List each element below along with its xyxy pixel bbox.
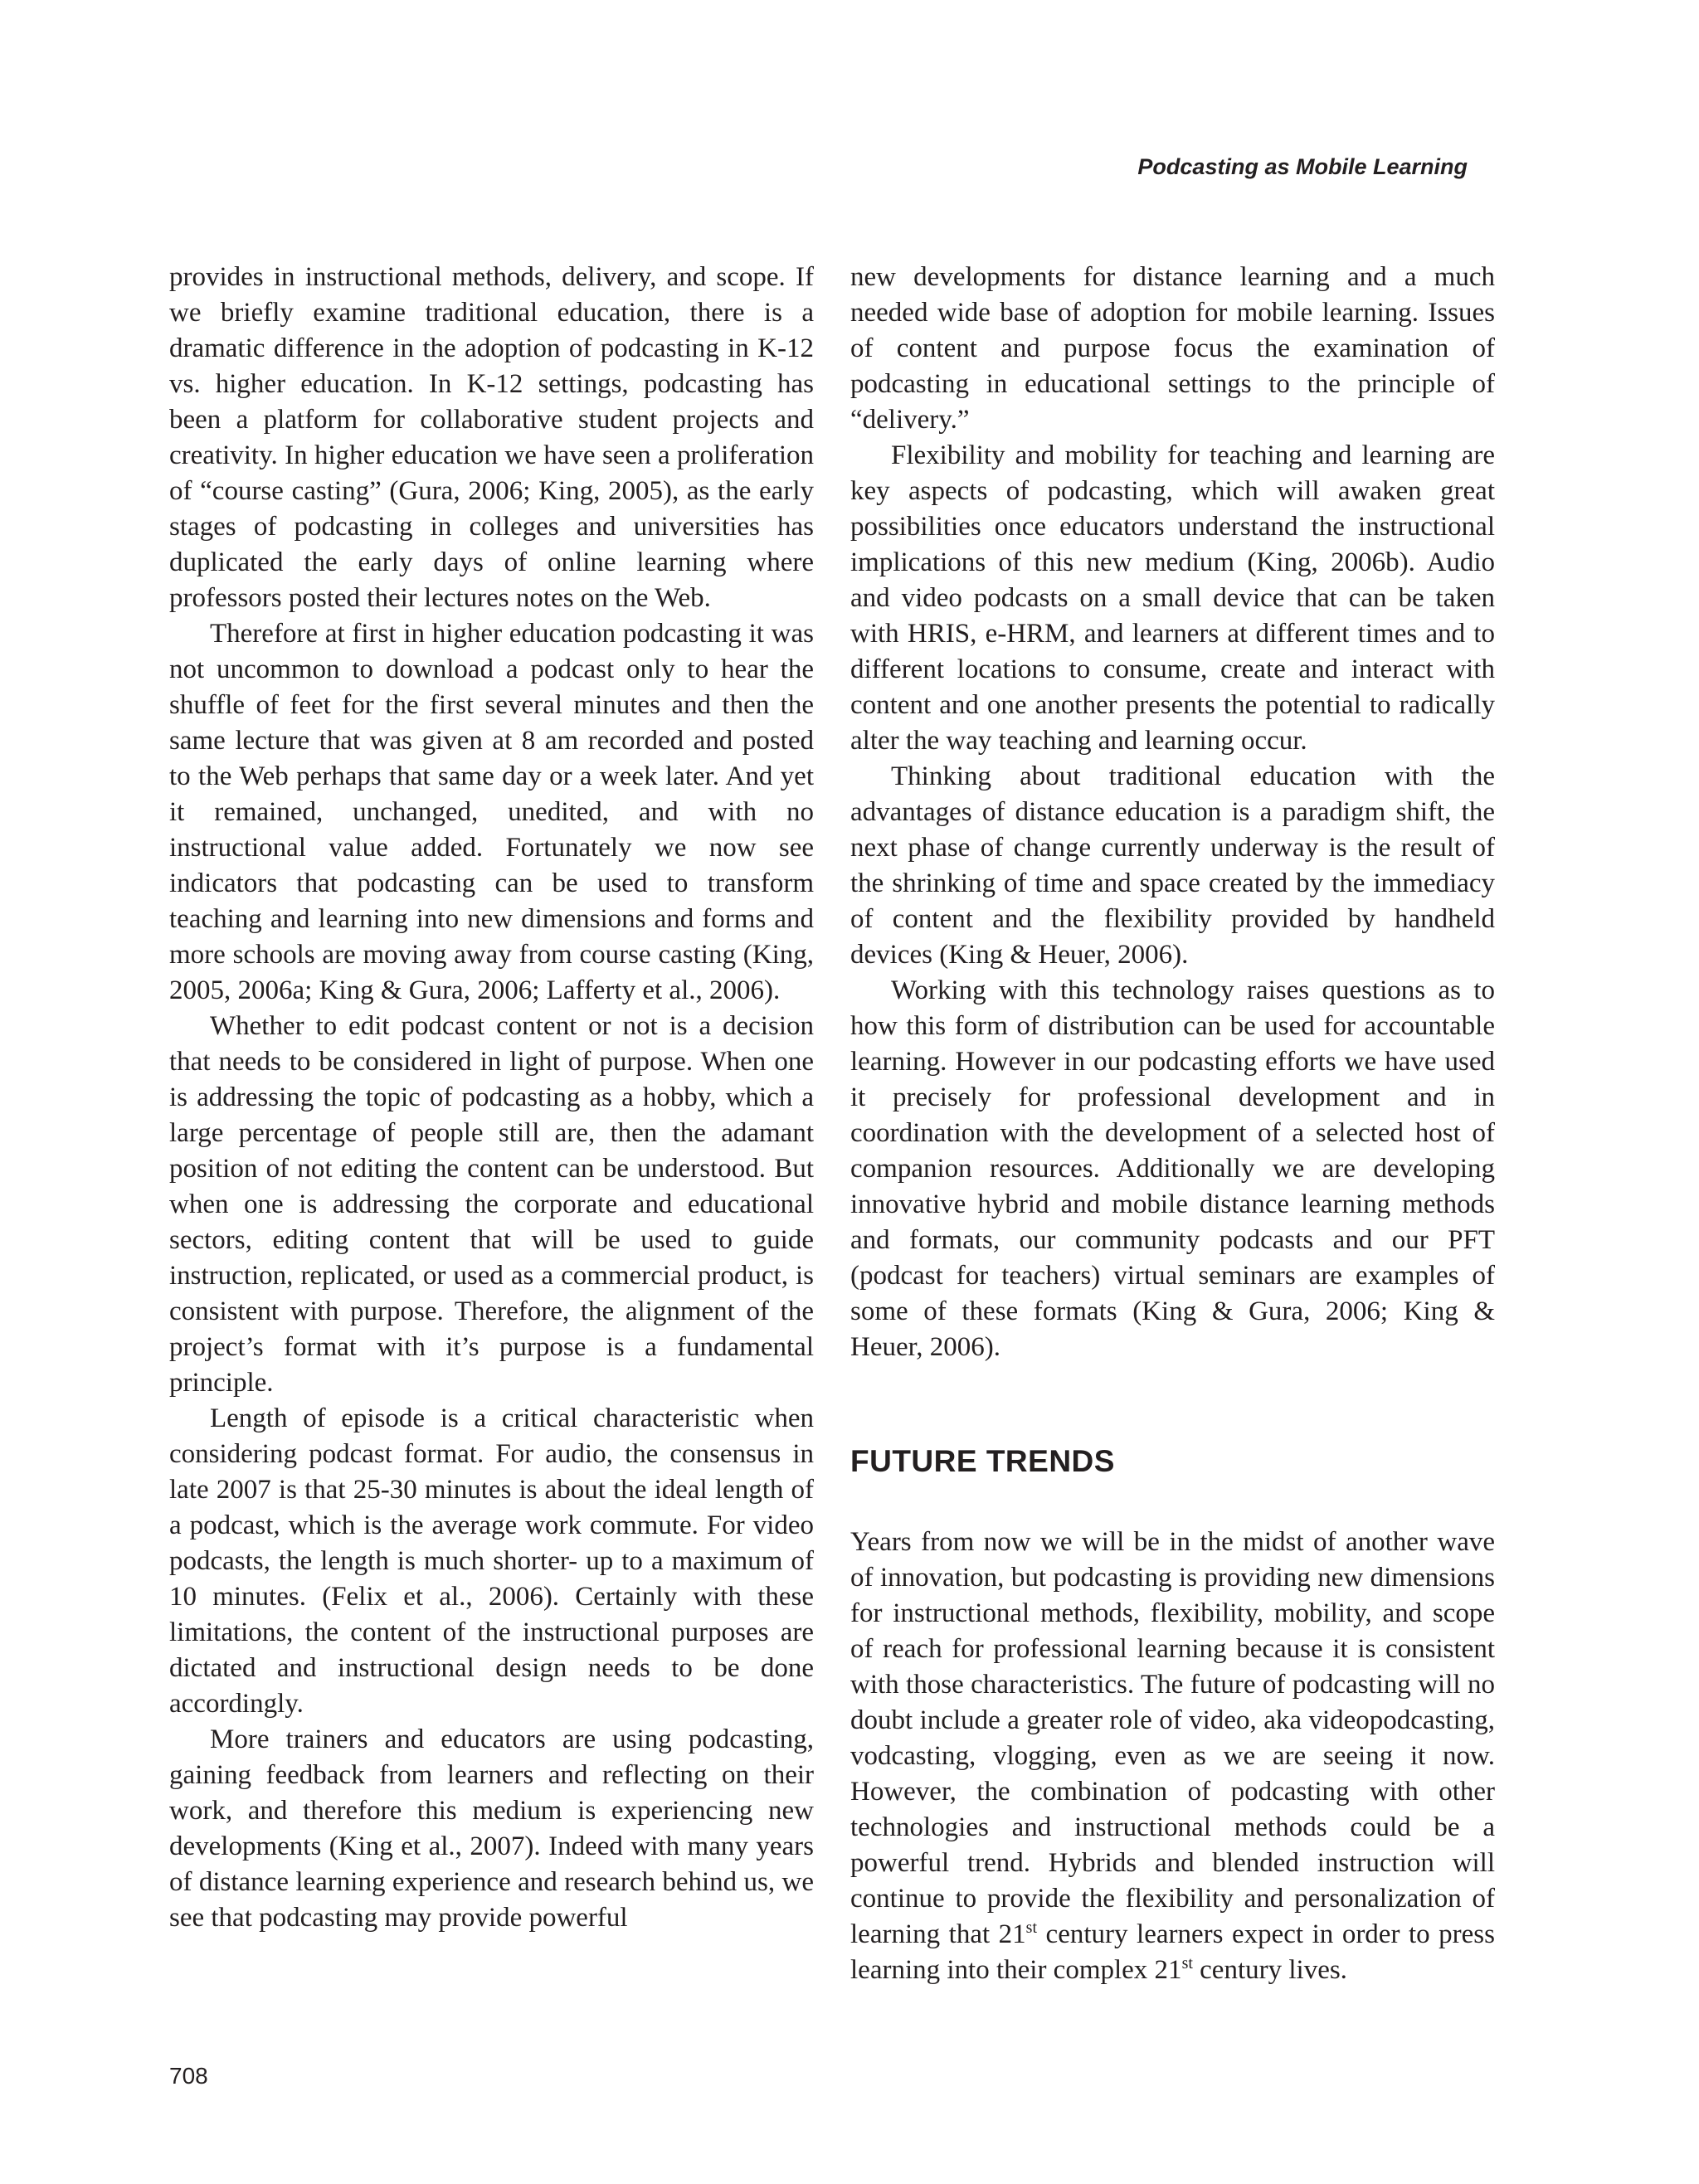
section-heading: FUTURE TRENDS — [850, 1444, 1115, 1478]
paragraph: Thinking about traditional education with the advantages of distance education is a paradigm shift, the next phase of change currently underway is the result of the shrinking of time and space created by the immediacy of content and the flexibility provided by handheld devices (King & Heuer, 2006). — [850, 761, 1495, 970]
page-number: 708 — [169, 2063, 208, 2089]
paragraph: Working with this technology raises questions as to how this form of distribution can be used for accountable learning. However in our podcasting efforts we have used it precisely for professional development and in coordination with the development of a selected host of companion resources. Additionally we are developing innovative hybrid and mobile distance learning methods and formats, our community podcasts and our PFT (podcast for teachers) virtual seminars are examples of some of these formats (King & Gura, 2006; King & Heuer, 2006). — [850, 975, 1495, 1362]
paragraph: new developments for distance learning and a much needed wide base of adoption for mobile learning. Issues of content and purpose focus the examination of podcasting in educational settings to the principle of “delivery.” — [850, 262, 1495, 435]
left-column — [169, 260, 814, 1936]
running-head: Podcasting as Mobile Learning — [1137, 154, 1468, 179]
paragraph: Whether to edit podcast content or not is a decision that needs to be considered in light of purpose. When one is addressing the topic of podcasting as a hobby, which a large percentage of people still are, then the adamant position of not editing the content can be understood. But when one is addressing the corporate and educational sectors, editing content that will be used to guide instruction, replicated, or used as a commercial product, is consistent with purpose. Therefore, the alignment of the project’s format with it’s purpose is a fundamental principle. — [169, 1011, 814, 1398]
superscript: st — [1181, 1954, 1193, 1972]
superscript: st — [1025, 1919, 1038, 1937]
right-column — [850, 260, 1495, 1988]
paragraph: Flexibility and mobility for teaching and learning are key aspects of podcasting, which will awaken great possibilities once educators understand the instructional implications of this new medium (King, 2006b). Audio and video podcasts on a small device that can be taken with HRIS, e-HRM, and learners at different times and to different locations to consume, create and interact with content and one another presents the potential to radically alter the way teaching and learning occur. — [850, 440, 1495, 756]
text-segment: century lives. — [1192, 1955, 1347, 1985]
paragraph: More trainers and educators are using podcasting, gaining feedback from learners and reflecting on their work, and therefore this medium is experiencing new developments (King et al., 2007). Indeed with many years of distance learning experience and research behind us, we see that podcasting may provide powerful — [169, 1724, 814, 1933]
future-trends-paragraph — [850, 1525, 1495, 1988]
paragraph: provides in instructional methods, delivery, and scope. If we briefly examine traditional education, there is a dramatic difference in the adoption of podcasting in K-12 vs. higher education. In K-12 settings, podcasting has been a platform for collaborative student projects and creativity. In higher education we have seen a proliferation of “course casting” (Gura, 2006; King, 2005), as the early stages of podcasting in colleges and universities has duplicated the early days of online learning where professors posted their lectures notes on the Web. — [169, 262, 814, 613]
text-segment: century learners expect in order to press learning into their complex 21 — [850, 1919, 1495, 1985]
paragraph: Therefore at first in higher education podcasting it was not uncommon to download a podcast only to hear the shuffle of feet for the first several minutes and then the same lecture that was given at 8 am recorded and posted to the Web perhaps that same day or a week later. And yet it remained, unchanged, unedited, and with no instructional value added. Fortunately we now see indicators that podcasting can be used to transform teaching and learning into new dimensions and forms and more schools are moving away from course casting (King, 2005, 2006a; King & Gura, 2006; Lafferty et al., 2006). — [169, 619, 814, 1005]
paragraph: Length of episode is a critical characteristic when considering podcast format. For audio, the consensus in late 2007 is that 25-30 minutes is about the ideal length of a podcast, which is the average work commute. For video podcasts, the length is much shorter- up to a maximum of 10 minutes. (Felix et al., 2006). Certainly with these limitations, the content of the instructional purposes are dictated and instructional design needs to be done accordingly. — [169, 1403, 814, 1719]
text-segment: Years from now we will be in the midst of another wave of innovation, but podcasting is providing new dimensions for instructional methods, flexibility, mobility, and scope of reach for professional learning because it is consistent with those characteristics. The future of podcasting will no doubt include a greater role of video, aka videopodcasting, vodcasting, vlogging, even as we are seeing it now. However, the combination of podcasting with other technologies and instructional methods could be a powerful trend. Hybrids and blended instruction will continue to provide the flexibility and personalization of learning that 21 — [850, 1527, 1495, 1949]
